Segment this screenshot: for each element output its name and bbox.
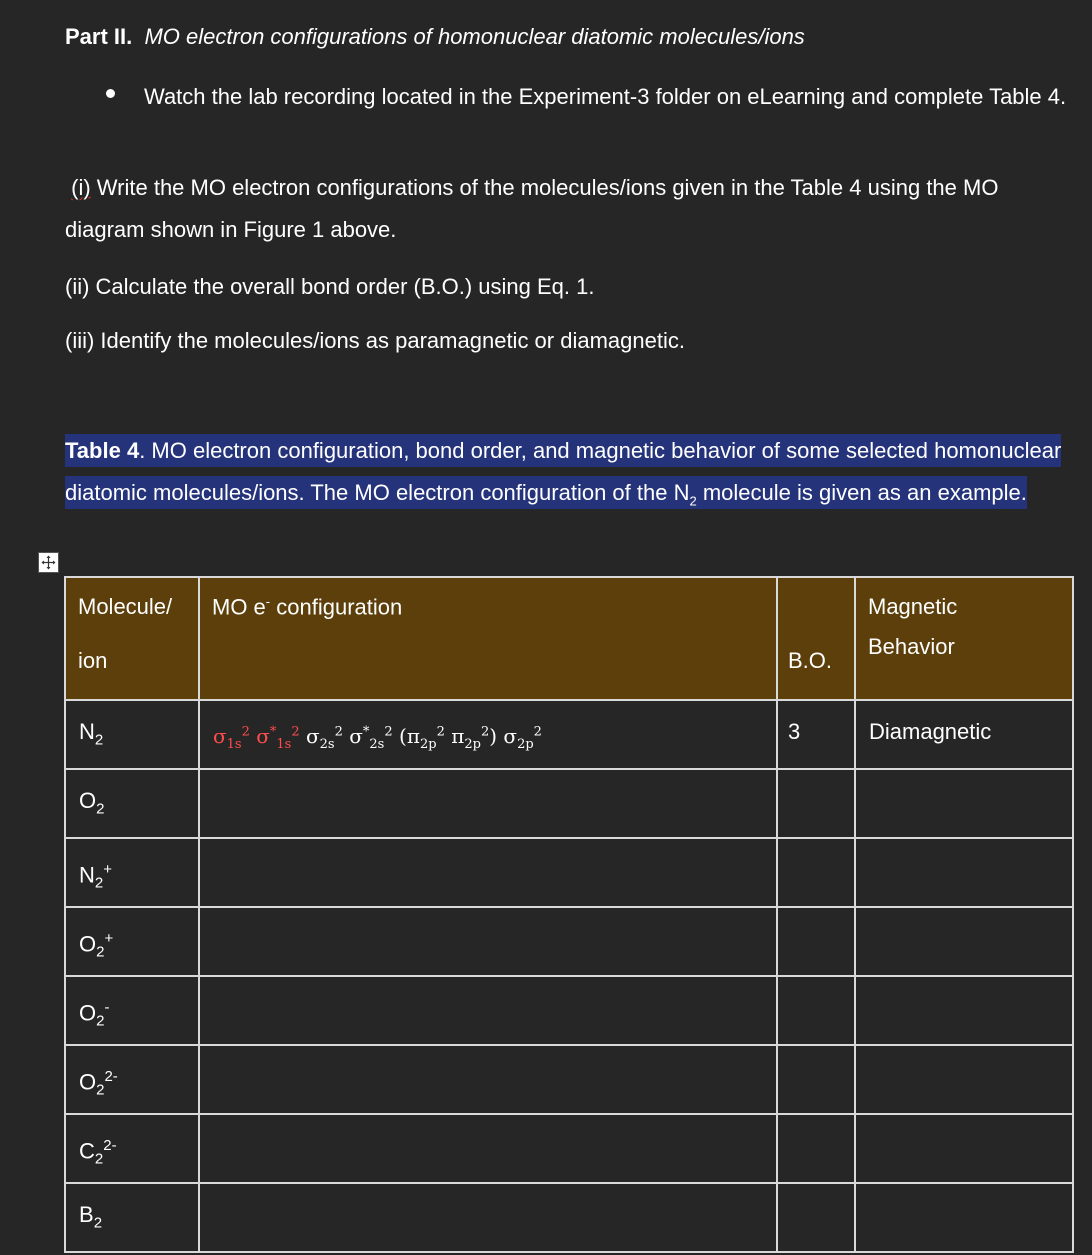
config-term [213, 723, 250, 752]
orbital-occupancy: 2 [291, 724, 300, 739]
molecule-charge: 2- [104, 1068, 118, 1085]
orbital-symbol: σ [306, 723, 320, 748]
molecule-subscript: 2 [96, 800, 105, 818]
molecule-symbol: N [79, 719, 95, 744]
bo-value [778, 1115, 854, 1133]
cell-config[interactable] [199, 1045, 777, 1114]
caption-text-after: molecule is given as an example. [696, 480, 1027, 505]
orbital-symbol: π [406, 723, 420, 748]
header-bo[interactable] [777, 577, 855, 700]
header-config-sup: - [265, 594, 271, 609]
config-term [451, 723, 498, 752]
header-config-label: MO e [212, 594, 266, 620]
molecule-subscript: 2 [96, 1081, 105, 1099]
orbital-symbol: σ [503, 723, 518, 748]
config-term [306, 723, 343, 752]
orbital-occupancy: 2 [480, 724, 490, 739]
cell-magnetic[interactable] [855, 700, 1073, 769]
header-config[interactable] [199, 577, 777, 700]
table-caption[interactable] [65, 430, 1065, 522]
magnetic-value [856, 770, 1072, 788]
table-header-row [65, 577, 1073, 700]
cell-config[interactable] [199, 907, 777, 976]
cell-magnetic[interactable] [855, 769, 1073, 838]
cell-config[interactable] [199, 838, 777, 907]
table-row [65, 976, 1073, 1045]
config-term [399, 723, 445, 752]
magnetic-value [856, 908, 1072, 926]
orbital-subscript: 2p [464, 736, 481, 752]
header-molecule-line2: ion [78, 648, 108, 673]
table-row [65, 1183, 1073, 1252]
molecule-symbol: O [79, 1000, 97, 1026]
instruction-ii: (ii) Calculate the overall bond order (B.O.) using Eq. 1. [65, 274, 595, 299]
bo-value [778, 770, 854, 788]
instruction-i-marker: (i) [71, 175, 91, 200]
cell-bo[interactable] [777, 1183, 855, 1252]
molecule-subscript: 2 [94, 1150, 104, 1168]
orbital-occupancy: 2 [384, 724, 393, 739]
orbital-occupancy: 2 [436, 724, 445, 739]
molecule-charge: - [104, 999, 110, 1016]
part-label: Part II. [65, 24, 133, 49]
cell-molecule[interactable] [65, 1045, 199, 1114]
cell-molecule[interactable] [65, 1114, 199, 1183]
table-row [65, 838, 1073, 907]
cell-magnetic[interactable] [855, 1114, 1073, 1183]
molecule-subscript: 2 [93, 1214, 103, 1232]
orbital-symbol: π [451, 723, 465, 748]
cell-config[interactable] [199, 700, 777, 769]
config-paren: ) [489, 723, 498, 748]
table-row [65, 700, 1073, 769]
config-term [349, 723, 393, 752]
bo-value [778, 1046, 854, 1064]
magnetic-value [856, 1046, 1072, 1064]
molecule-subscript: 2 [96, 943, 105, 961]
instruction-i-text: Write the MO electron configurations of the molecules/ions given in the Table 4 using the MO diagram shown in Figure 1 above. [65, 175, 999, 242]
cell-config[interactable] [199, 976, 777, 1045]
cell-config[interactable] [199, 769, 777, 838]
config-term [503, 723, 542, 752]
orbital-subscript: 2s [369, 736, 385, 752]
cell-bo[interactable] [777, 1114, 855, 1183]
config-term [256, 723, 300, 752]
part-title [65, 22, 805, 52]
magnetic-value [856, 1115, 1072, 1133]
molecule-symbol: O [79, 1069, 97, 1095]
molecule-symbol: O [79, 788, 97, 813]
cell-magnetic[interactable] [855, 838, 1073, 907]
magnetic-value [856, 977, 1072, 995]
bo-value [778, 908, 854, 926]
header-config-rest: configuration [270, 594, 403, 620]
move-arrows-icon[interactable] [38, 552, 59, 573]
molecule-charge: + [104, 930, 114, 947]
example-config [200, 701, 776, 758]
header-config-text [212, 594, 402, 620]
bo-value [778, 977, 854, 995]
bo-value [778, 1184, 854, 1202]
orbital-subscript: 2p [419, 736, 437, 752]
header-magnetic[interactable] [855, 577, 1073, 700]
cell-config[interactable] [199, 1183, 777, 1252]
caption-sub: 2 [689, 493, 697, 509]
mo-table [64, 576, 1074, 1253]
orbital-subscript: 2s [319, 736, 335, 752]
bo-value [778, 839, 854, 857]
cell-molecule[interactable] [65, 1183, 199, 1252]
part-heading: MO electron configurations of homonuclear diatomic molecules/ions [144, 24, 805, 49]
cell-molecule[interactable] [65, 976, 199, 1045]
molecule-symbol: B [79, 1202, 94, 1227]
header-molecule[interactable] [65, 577, 199, 700]
orbital-subscript: 2p [517, 736, 534, 752]
table-row [65, 1114, 1073, 1183]
orbital-symbol: σ [256, 723, 270, 748]
caption-text-before: . MO electron configuration, bond order, and magnetic behavior of some selected homonuclear diatomic molecules/ions. The MO electron configuration of the N [65, 438, 1062, 505]
cell-magnetic[interactable] [855, 976, 1073, 1045]
cell-molecule[interactable] [65, 838, 199, 907]
molecule-charge: 2- [103, 1137, 117, 1154]
orbital-symbol: σ [349, 723, 363, 748]
molecule-charge: + [103, 861, 112, 878]
table-row [65, 907, 1073, 976]
orbital-symbol: σ [213, 723, 227, 748]
molecule-subscript: 2 [94, 874, 104, 892]
cell-magnetic[interactable] [855, 1183, 1073, 1252]
molecule-subscript: 2 [96, 1012, 105, 1030]
orbital-occupancy: 2 [334, 724, 343, 739]
bo-value: 3 [788, 719, 801, 744]
caption-label: Table 4 [65, 438, 140, 463]
instruction-i [65, 167, 1065, 251]
header-molecule-line1: Molecule/ [78, 594, 173, 619]
table-row [65, 769, 1073, 838]
magnetic-value [856, 1184, 1072, 1202]
molecule-symbol: O [79, 931, 97, 957]
cell-config[interactable] [199, 1114, 777, 1183]
molecule-symbol: C [79, 1138, 95, 1164]
config-paren: ( [399, 723, 407, 748]
table-row [65, 1045, 1073, 1114]
orbital-subscript: 1s [276, 736, 292, 752]
cell-bo[interactable] [777, 907, 855, 976]
cell-bo[interactable] [777, 1045, 855, 1114]
molecule-subscript: 2 [94, 731, 104, 749]
antibonding-star: * [362, 724, 370, 739]
header-magnetic-line1: Magnetic [868, 594, 958, 619]
bullet-icon [106, 89, 115, 98]
cell-bo[interactable] [777, 769, 855, 838]
cell-magnetic[interactable] [855, 1045, 1073, 1114]
molecule-symbol: N [79, 862, 95, 888]
cell-bo[interactable] [777, 838, 855, 907]
cell-bo[interactable] [777, 976, 855, 1045]
bullet-text: Watch the lab recording located in the Experiment-3 folder on eLearning and complete Table 4. [144, 84, 1067, 109]
table-body [65, 700, 1073, 1252]
orbital-occupancy: 2 [533, 724, 542, 739]
orbital-occupancy: 2 [241, 724, 250, 739]
cell-magnetic[interactable] [855, 907, 1073, 976]
instruction-iii: (iii) Identify the molecules/ions as paramagnetic or diamagnetic. [65, 328, 685, 353]
magnetic-value: Diamagnetic [869, 719, 992, 744]
magnetic-value [856, 839, 1072, 857]
cell-molecule[interactable] [65, 700, 199, 769]
header-bo-text: B.O. [788, 648, 833, 673]
orbital-subscript: 1s [226, 736, 242, 752]
header-magnetic-line2: Behavior [868, 634, 955, 659]
antibonding-star: * [269, 724, 277, 739]
cell-molecule[interactable] [65, 907, 199, 976]
cell-molecule[interactable] [65, 769, 199, 838]
cell-bo[interactable] [777, 700, 855, 769]
